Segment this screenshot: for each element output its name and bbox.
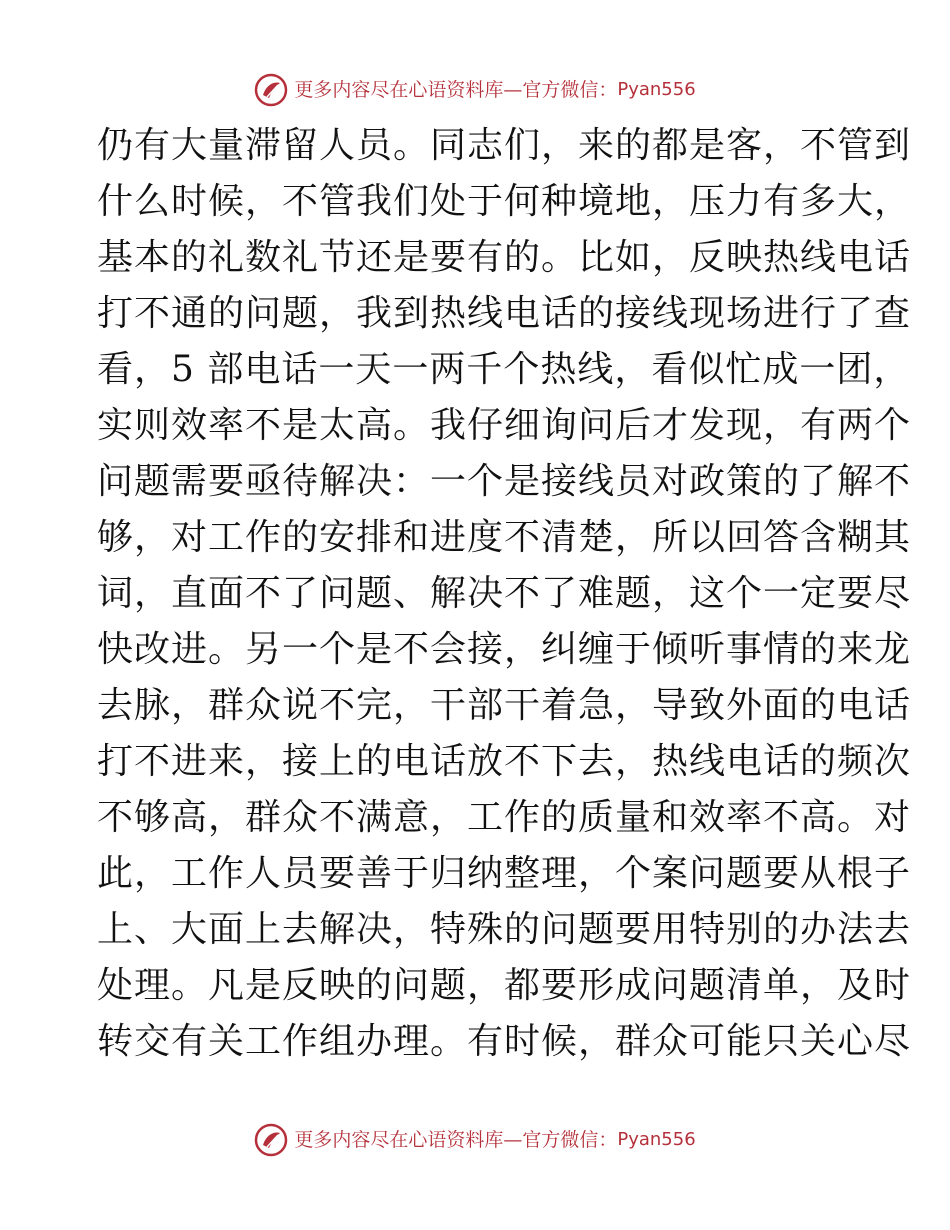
text-line: 打不进来，接上的电话放不下去，热线电话的频次 (97, 741, 912, 782)
text-line: 快改进。另一个是不会接，纠缠于倾听事情的来龙 (97, 629, 912, 670)
logo-icon (254, 73, 288, 107)
watermark-id: Pyan556 (617, 1129, 696, 1150)
footer-watermark (0, 1120, 950, 1160)
watermark-id: Pyan556 (617, 79, 696, 100)
text-line: 什么时候，不管我们处于何种境地，压力有多大， (97, 181, 912, 222)
text-line: 问题需要亟待解决：一个是接线员对政策的了解不 (97, 461, 912, 502)
text-line: 基本的礼数礼节还是要有的。比如，反映热线电话 (97, 237, 912, 278)
text-line: 转交有关工作组办理。有时候，群众可能只关心尽 (97, 1021, 912, 1062)
text-line: 实则效率不是太高。我仔细询问后才发现，有两个 (97, 405, 912, 446)
watermark-text: 更多内容尽在心语资料库—官方微信： (294, 1129, 618, 1151)
header-watermark (0, 70, 950, 110)
text-line: 此，工作人员要善于归纳整理，个案问题要从根子 (97, 853, 912, 894)
text-line: 上、大面上去解决，特殊的问题要用特别的办法去 (97, 909, 912, 950)
text-line: 仍有大量滞留人员。同志们，来的都是客，不管到 (97, 125, 912, 166)
text-line: 打不通的问题，我到热线电话的接线现场进行了查 (97, 293, 912, 334)
text-line: 词，直面不了问题、解决不了难题，这个一定要尽 (97, 573, 912, 614)
text-line: 处理。凡是反映的问题，都要形成问题清单，及时 (97, 965, 912, 1006)
text-line: 够，对工作的安排和进度不清楚，所以回答含糊其 (97, 517, 912, 558)
document-body (97, 118, 912, 1070)
logo-icon (254, 1123, 288, 1157)
text-line: 不够高，群众不满意，工作的质量和效率不高。对 (97, 797, 912, 838)
text-line: 去脉，群众说不完，干部干着急，导致外面的电话 (97, 685, 912, 726)
watermark-text: 更多内容尽在心语资料库—官方微信： (294, 79, 618, 101)
text-line: 看，5 部电话一天一两千个热线，看似忙成一团， (97, 349, 911, 390)
